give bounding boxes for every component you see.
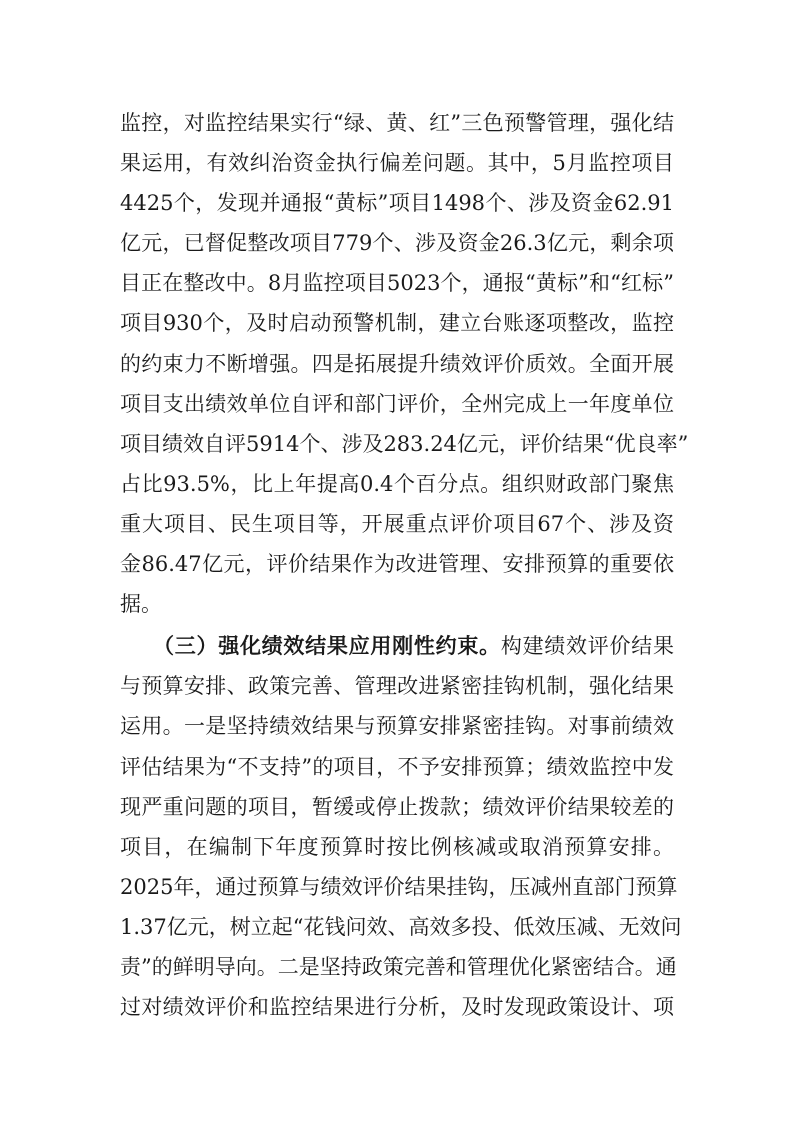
text-line: 项目，在编制下年度预算时按比例核减或取消预算安排。: [120, 834, 674, 859]
text-line: 2025年，通过预算与绩效评价结果挂钩，压减州直部门预算: [120, 874, 678, 899]
text-line: 占比93.5%，比上年提高0.4个百分点。组织财政部门聚焦: [120, 471, 674, 496]
text-line: 项目绩效自评5914个、涉及283.24亿元，评价结果“优良率”: [120, 431, 689, 456]
text-line: 运用。一是坚持绩效结果与预算安排紧密挂钩。对事前绩效: [120, 714, 674, 739]
text-line: 1.37亿元，树立起“花钱问效、高效多投、低效压减、无效问: [120, 914, 682, 939]
text-line: 金86.47亿元，评价结果作为改进管理、安排预算的重要依: [120, 552, 674, 577]
text-line: 果运用，有效纠治资金执行偏差问题。其中，5月监控项目: [120, 151, 674, 176]
text-line: 据。: [120, 592, 162, 617]
text-line: 评估结果为“不支持”的项目，不予安排预算；绩效监控中发: [120, 754, 674, 779]
text-line: 亿元，已督促整改项目779个、涉及资金26.3亿元，剩余项: [120, 231, 674, 256]
section-first-line: [120, 626, 674, 666]
section-heading: （三）强化绩效结果应用刚性约束。: [163, 634, 501, 659]
document-body: [120, 103, 689, 1027]
text-line: 目正在整改中。8月监控项目5023个，通报“黄标”和“红标”: [120, 271, 674, 296]
text-line: 4425个，发现并通报“黄标”项目1498个、涉及资金62.91: [120, 191, 674, 216]
text-line: 项目支出绩效单位自评和部门评价，全州完成上一年度单位: [120, 391, 674, 416]
text-line: 项目930个，及时启动预警机制，建立台账逐项整改，监控: [120, 311, 674, 336]
paragraph-results-application: [120, 626, 682, 1027]
text-line: 与预算安排、政策完善、管理改进紧密挂钩机制，强化结果: [120, 674, 674, 699]
text-line: 监控，对监控结果实行“绿、黄、红”三色预警管理，强化结: [120, 111, 674, 135]
paragraph-monitoring: [120, 103, 689, 624]
text-line: 重大项目、民生项目等，开展重点评价项目67个、涉及资: [120, 511, 674, 536]
section-first-line-text: 构建绩效评价结果: [500, 634, 675, 659]
text-line: 责”的鲜明导向。二是坚持政策完善和管理优化紧密结合。通: [120, 954, 677, 979]
text-line: 过对绩效评价和监控结果进行分析，及时发现政策设计、项: [120, 995, 674, 1020]
text-line: 现严重问题的项目，暂缓或停止拨款；绩效评价结果较差的: [120, 794, 674, 819]
text-line: 的约束力不断增强。四是拓展提升绩效评价质效。全面开展: [120, 351, 674, 376]
